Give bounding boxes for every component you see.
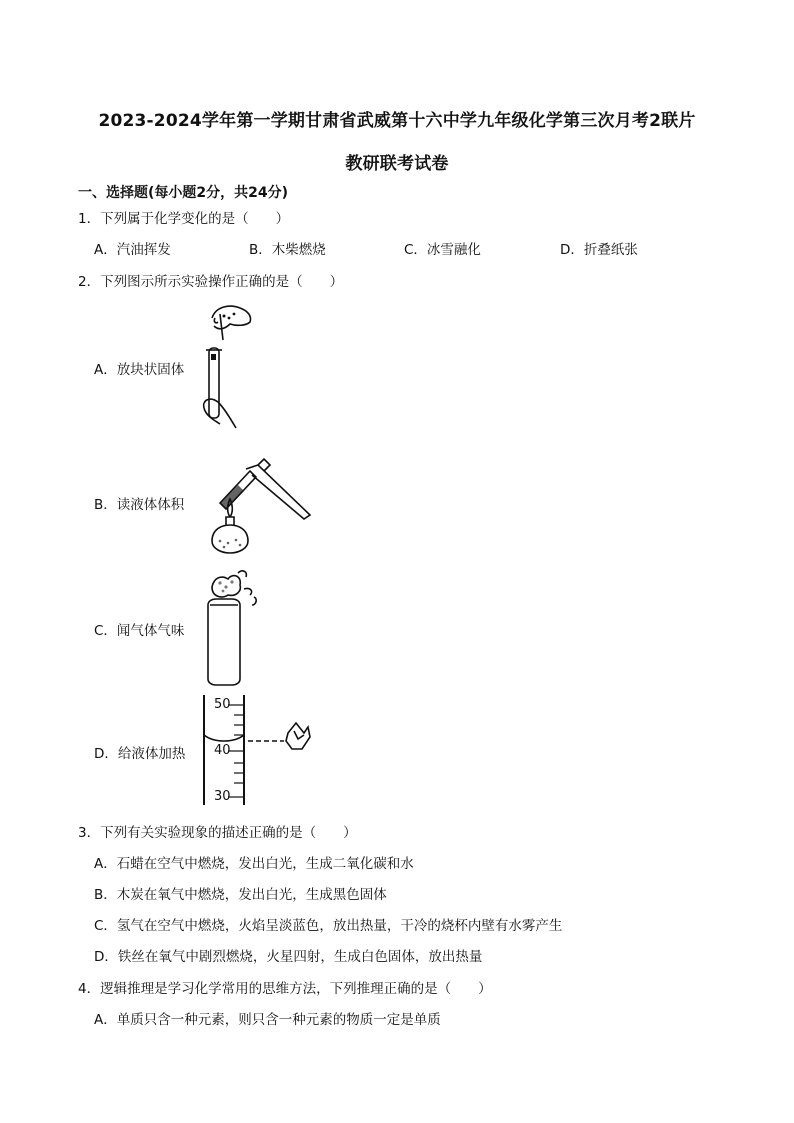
q1-option-c: C．冰雪融化 xyxy=(404,242,481,258)
q1-option-d: D．折叠纸张 xyxy=(560,242,638,258)
question-2-stem: 2．下列图示所示实验操作正确的是（ ） xyxy=(78,274,344,290)
cylinder-tick-40: 40 xyxy=(214,743,231,758)
q2-option-b-label: B．读液体体积 xyxy=(94,497,185,513)
figure-smell-gas-bottle xyxy=(198,567,268,687)
section-heading: 一、选择题(每小题2分，共24分) xyxy=(78,185,289,201)
q3-option-b: B．木炭在氧气中燃烧，发出白光，生成黑色固体 xyxy=(94,887,387,903)
q2-option-c-label: C．闻气体气味 xyxy=(94,623,185,639)
cylinder-tick-50: 50 xyxy=(214,697,231,712)
cylinder-tick-30: 30 xyxy=(214,789,231,804)
exam-title-line2: 教研联考试卷 xyxy=(345,154,449,174)
figure-place-block-solid xyxy=(196,300,256,432)
figure-heat-liquid-tube xyxy=(198,445,313,560)
q4-option-a: A．单质只含一种元素，则只含一种元素的物质一定是单质 xyxy=(94,1012,441,1028)
q3-option-d: D．铁丝在氧气中剧烈燃烧，火星四射，生成白色固体，放出热量 xyxy=(94,949,483,965)
question-4-stem: 4．逻辑推理是学习化学常用的思维方法，下列推理正确的是（ ） xyxy=(78,981,492,997)
question-3-stem: 3．下列有关实验现象的描述正确的是（ ） xyxy=(78,825,357,841)
q2-option-a-label: A．放块状固体 xyxy=(94,362,185,378)
q2-option-d-label: D．给液体加热 xyxy=(94,746,186,762)
q1-option-a: A．汽油挥发 xyxy=(94,242,171,258)
q3-option-a: A．石蜡在空气中燃烧，发出白光，生成二氧化碳和水 xyxy=(94,856,414,872)
question-1-stem: 1．下列属于化学变化的是（ ） xyxy=(78,211,290,227)
q3-option-c: C．氢气在空气中燃烧，火焰呈淡蓝色，放出热量，干冷的烧杯内壁有水雾产生 xyxy=(94,918,563,934)
q1-option-b: B．木柴燃烧 xyxy=(249,242,326,258)
exam-title-line1: 2023-2024学年第一学期甘肃省武威第十六中学九年级化学第三次月考2联片 xyxy=(98,111,696,131)
